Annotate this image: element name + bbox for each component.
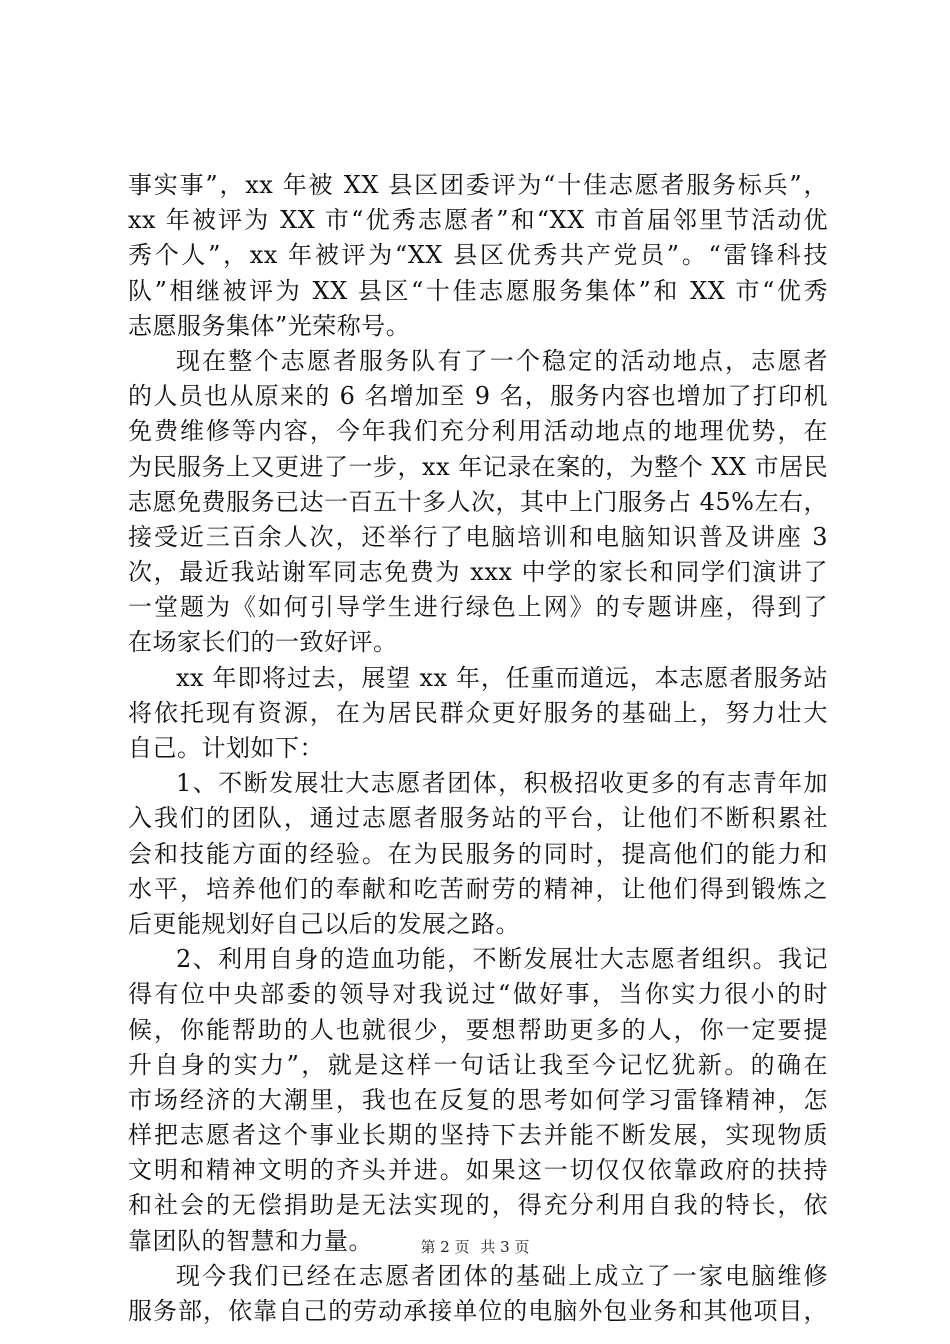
- text-line: 会和技能方面的经验。在为民服务的同时，提高他们的能力和: [128, 839, 828, 868]
- text-line: 后更能规划好自己以后的发展之路。: [128, 909, 520, 938]
- text-line: 现今我们已经在志愿者团体的基础上成立了一家电脑维修: [176, 1261, 828, 1290]
- text-line: 1、不断发展壮大志愿者团体，积极招收更多的有志青年加: [176, 769, 828, 798]
- text-line: 志愿服务集体”光荣称号。: [128, 311, 411, 340]
- text-line: 水平，培养他们的奉献和吃苦耐劳的精神，让他们得到锻炼之: [128, 874, 828, 903]
- text-line: 次，最近我站谢军同志免费为 xxx 中学的家长和同学们演讲了: [128, 558, 828, 587]
- text-line: 事实事”，xx 年被 XX 县区团委评为“十佳志愿者服务标兵”，: [128, 171, 828, 199]
- text-line: 的人员也从原来的 6 名增加至 9 名，服务内容也增加了打印机: [128, 382, 828, 411]
- text-line: 现在整个志愿者服务队有了一个稳定的活动地点，志愿者: [176, 346, 828, 375]
- page-footer: [0, 1237, 950, 1257]
- text-line: 样把志愿者这个事业长期的坚持下去并能不断发展，实现物质: [128, 1121, 828, 1150]
- text-line: 得有位中央部委的领导对我说过“做好事，当你实力很小的时: [128, 980, 828, 1009]
- text-line: xx 年被评为 XX 市“优秀志愿者”和“XX 市首届邻里节活动优: [128, 206, 828, 235]
- text-line: xx 年即将过去，展望 xx 年，任重而道远，本志愿者服务站: [176, 663, 828, 692]
- text-line: 和社会的无偿捐助是无法实现的，得充分利用自我的特长，依: [128, 1191, 828, 1220]
- text-line: 一堂题为《如何引导学生进行绿色上网》的专题讲座，得到了: [128, 593, 828, 622]
- text-line: 服务部，依靠自己的劳动承接单位的电脑外包业务和其他项目，: [128, 1297, 828, 1325]
- document-body: [128, 168, 828, 1329]
- text-line: 文明和精神文明的齐头并进。如果这一切仅仅依靠政府的扶持: [128, 1156, 828, 1185]
- text-line: 免费维修等内容，今年我们充分利用活动地点的地理优势，在: [128, 417, 828, 446]
- text-line: 自己。计划如下：: [128, 734, 324, 762]
- text-line: 在场家长们的一致好评。: [128, 628, 398, 657]
- text-line: 升自身的实力”，就是这样一句话让我至今记忆犹新。的确在: [128, 1050, 828, 1079]
- text-line: 将依托现有资源，在为居民群众更好服务的基础上，努力壮大: [128, 698, 828, 727]
- text-line: 市场经济的大潮里，我也在反复的思考如何学习雷锋精神，怎: [128, 1085, 828, 1114]
- text-line: 为民服务上又更进了一步，xx 年记录在案的，为整个 XX 市居民: [128, 452, 828, 481]
- page-total: 共 3 页: [480, 1238, 530, 1256]
- text-line: 接受近三百余人次，还举行了电脑培训和电脑知识普及讲座 3: [128, 522, 828, 551]
- text-line: 队”相继被评为 XX 县区“十佳志愿服务集体”和 XX 市“优秀: [128, 276, 828, 305]
- text-line: 2、利用自身的造血功能，不断发展壮大志愿者组织。我记: [176, 945, 828, 974]
- text-line: 志愿免费服务已达一百五十多人次，其中上门服务占 45%左右，: [128, 487, 828, 516]
- text-line: 入我们的团队，通过志愿者服务站的平台，让他们不断积累社: [128, 804, 828, 833]
- text-line: 候，你能帮助的人也就很少，要想帮助更多的人，你一定要提: [128, 1015, 828, 1044]
- page-number: 第 2 页: [420, 1238, 470, 1256]
- text-line: 秀个人”，xx 年被评为“XX 县区优秀共产党员”。“雷锋科技: [128, 241, 828, 270]
- text-line: 靠团队的智慧和力量。: [128, 1226, 373, 1255]
